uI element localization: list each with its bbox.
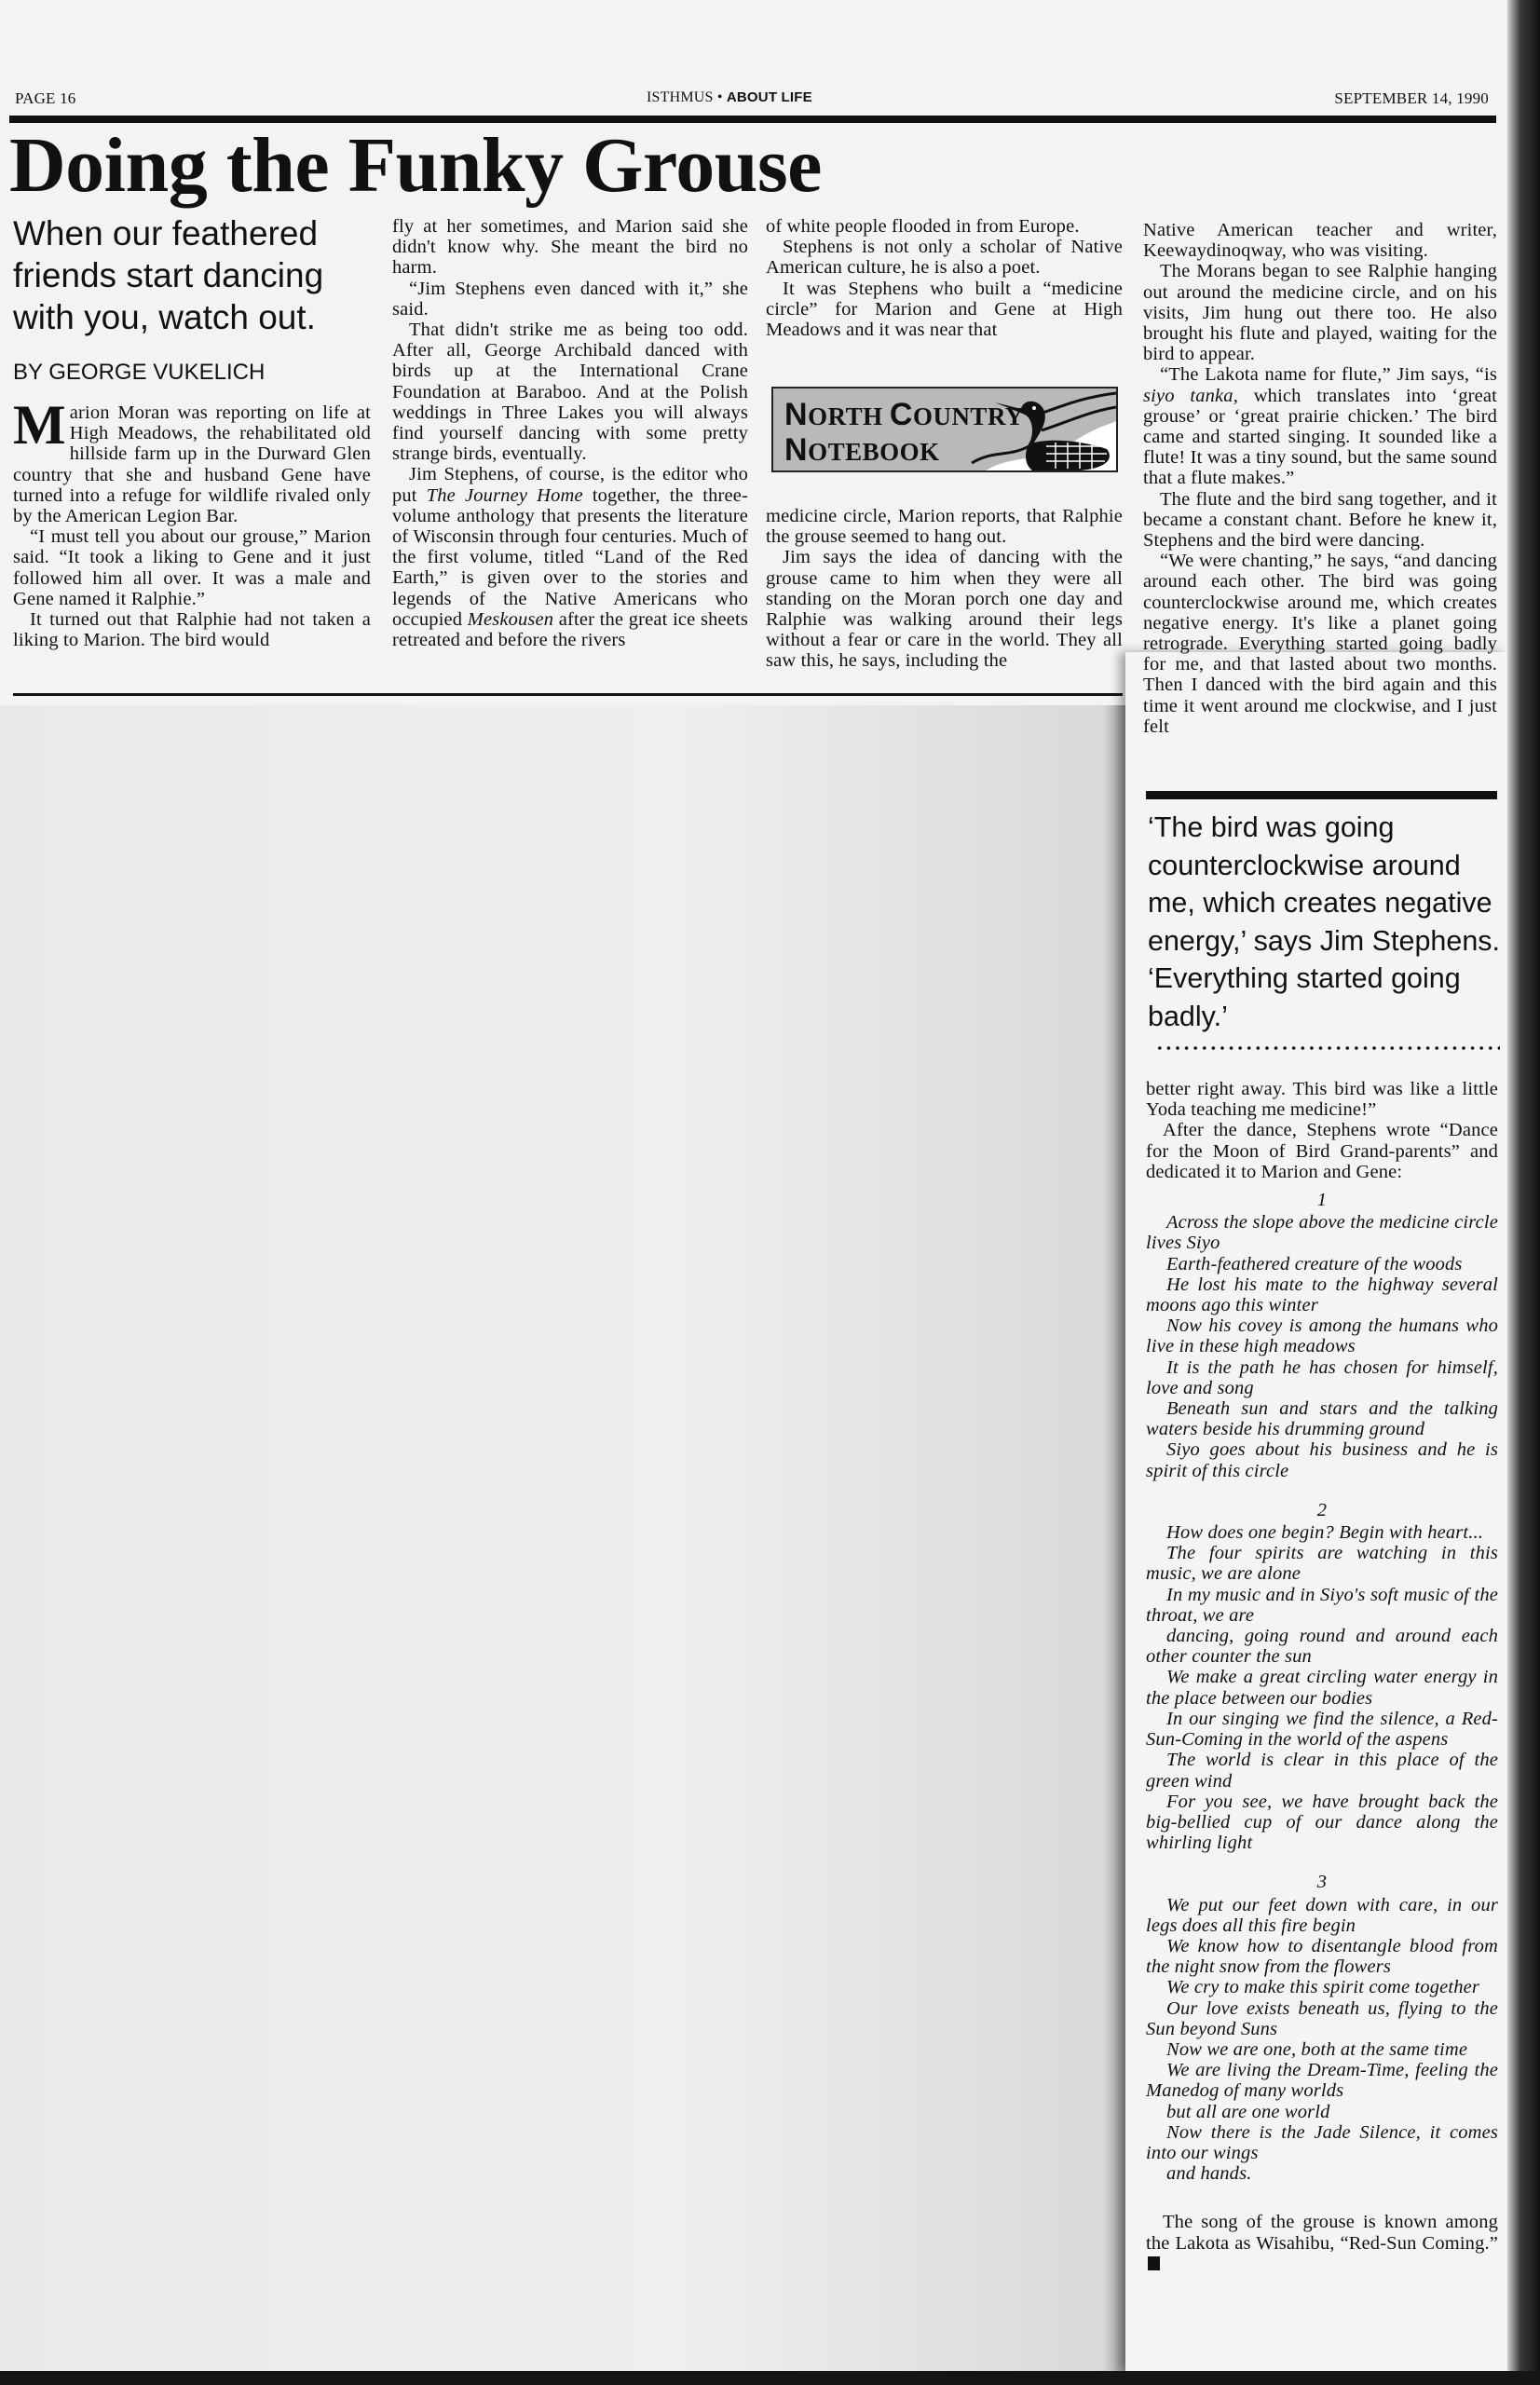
poem-line: We make a great circling water energy in the place between our bodies — [1146, 1667, 1498, 1709]
poem-line: and hands. — [1166, 2163, 1252, 2185]
poem-line: He lost his mate to the highway several moons ago this winter — [1146, 1274, 1498, 1316]
poem — [1146, 1190, 1498, 2184]
north-country-notebook-logo — [771, 387, 1118, 472]
paragraph — [766, 216, 1123, 237]
paragraph — [1143, 261, 1497, 364]
poem-line: Now we are one, both at the same time — [1166, 2038, 1468, 2060]
paragraph — [392, 464, 748, 650]
poem-line: Beneath sun and stars and the talking waters beside his drumming ground — [1146, 1398, 1498, 1440]
article-column-4-bottom — [1146, 1079, 1498, 2274]
paragraph-text: “Jim Stephens even danced with it,” she said. — [392, 278, 748, 320]
logo-word: ORTH — [808, 402, 890, 430]
paragraph — [1143, 220, 1497, 261]
page-number: PAGE 16 — [15, 89, 76, 107]
pull-quote-rule — [1146, 791, 1497, 799]
dotted-divider — [1155, 1045, 1500, 1051]
article-column-2 — [392, 216, 748, 650]
closing-paragraph — [1146, 2212, 1498, 2274]
poem-line: The four spirits are watching in this music, we are alone — [1146, 1543, 1498, 1585]
article-column-1 — [13, 394, 371, 651]
headline: Doing the Funky Grouse — [9, 122, 822, 209]
article-column-3-bottom — [766, 506, 1123, 672]
paragraph-text: Jim says the idea of dancing with the grouse came to him when they were all standing on the Moran porch one day and Ralphie was walking around their legs without a fear or care in the world. They all saw this, he says, including the — [766, 547, 1123, 672]
paragraph-text: That didn't strike me as being too odd. After all, George Archibald danced with birds up at the International Crane Foundation at Baraboo. And at the Polish weddings in Three Lakes you will always find yourself dancing with some pretty strange birds, eventually. — [392, 320, 748, 465]
poem-section-number: 1 — [1316, 1190, 1328, 1211]
paragraph — [1143, 551, 1497, 737]
poem-line: In my music and in Siyo's soft music of the throat, we are — [1146, 1584, 1498, 1626]
scanner-background — [0, 705, 1125, 2371]
paragraph-text: of white people flooded in from Europe. — [766, 216, 1080, 237]
paragraph-text: better right away. This bird was like a little Yoda teaching me medicine!” — [1146, 1079, 1498, 1121]
paragraph — [13, 526, 371, 609]
paragraph-text: It turned out that Ralphie had not taken a liking to Marion. The bird would — [13, 609, 371, 651]
paragraph-text: “The Lakota name for flute,” Jim says, “is — [1160, 364, 1497, 386]
paragraph — [766, 547, 1123, 671]
paragraph — [13, 394, 371, 527]
poem-line: Earth-feathered creature of the woods — [1166, 1253, 1463, 1274]
logo-initial: N — [784, 432, 809, 468]
issue-date: SEPTEMBER 14, 1990 — [1334, 89, 1489, 107]
poem-line: Our love exists beneath us, flying to the Sun beyond Suns — [1146, 1997, 1498, 2039]
paragraph-text: The flute and the bird sang together, and it became a constant chant. Before he knew it, Stephens and the bird were dancing. — [1143, 488, 1497, 552]
paragraph — [1146, 1079, 1498, 1120]
paragraph-text: together, the three-volume anthology that presents the literature of Wisconsin through four centuries. Much of the first volume, titled “Land of the Red Earth,” is given over to the stories and legends of the Native Americans who occupied — [392, 484, 748, 630]
paragraph-text: arion Moran was reporting on life at High Meadows, the rehabilitated old hillside farm up in the Durward Glen country that she and husband Gene have turned into a refuge for wildlife rivaled only by the American Legion Bar. — [13, 402, 371, 527]
separator-bullet: • — [716, 89, 723, 105]
poem-line: We are living the Dream-Time, feeling the Manedog of many worlds — [1146, 2060, 1498, 2102]
poem-section-number: 2 — [1316, 1499, 1328, 1520]
poem-line: It is the path he has chosen for himself, love and song — [1146, 1356, 1498, 1398]
poem-section-number: 3 — [1316, 1872, 1328, 1893]
poem-line: We know how to disentangle blood from the night snow from the flowers — [1146, 1935, 1498, 1978]
paragraph — [1143, 489, 1497, 552]
publication-section — [647, 89, 812, 106]
paragraph-text: , which translates into ‘great grouse’ or ‘great prairie chicken.’ The bird came and started singing. It sounded like a flute! It was a tiny sound, but the same sound that a flute makes.” — [1143, 385, 1497, 489]
logo-initial: C — [889, 397, 913, 432]
paragraph-text: “We were chanting,” he says, “and dancing around each other. The bird was going counterclockwise around me, which creates negative energy. It's like a planet going retrograde. Everything started going badly for me, and that lasted about two months. Then I danced with the bird again and this time it went around me clockwise, and I just felt — [1143, 551, 1497, 737]
italic-text: The Journey Home — [426, 484, 583, 506]
drop-cap: M — [13, 394, 66, 456]
paragraph-text: Jim Stephens, of course, is the editor who put — [392, 464, 748, 506]
poem-line: dancing, going round and around each other counter the sun — [1146, 1626, 1498, 1668]
paragraph-text: medicine circle, Marion reports, that Ralphie the grouse seemed to hang out. — [766, 506, 1123, 548]
paragraph — [392, 320, 748, 464]
deck: When our feathered friends start dancing with you, watch out. — [13, 214, 324, 336]
paragraph-text: “I must tell you about our grouse,” Marion said. “It took a liking to Gene and it just followed him all over. It was a male and Gene named it Ralphie.” — [13, 526, 371, 609]
byline: BY GEORGE VUKELICH — [13, 360, 266, 385]
italic-text: siyo tanka — [1143, 385, 1233, 406]
section-rule — [13, 693, 1123, 696]
logo-word: OTEBOOK — [808, 438, 940, 466]
paragraph — [766, 279, 1123, 341]
poem-line: We cry to make this spirit come together — [1166, 1977, 1480, 1998]
italic-text: Meskousen — [467, 608, 554, 630]
publication-name: ISTHMUS — [647, 89, 714, 105]
paragraph-text: It was Stephens who built a “medicine circle” for Marion and Gene at High Meadows and it was near that — [766, 278, 1123, 341]
article-column-3-top — [766, 216, 1123, 340]
closing-text: The song of the grouse is known among the Lakota as Wisahibu, “Red-Sun Coming.” — [1146, 2212, 1498, 2254]
paragraph-text: Native American teacher and writer, Keewaydinoqway, who was visiting. — [1143, 220, 1497, 262]
poem-line: Across the slope above the medicine circle lives Siyo — [1146, 1212, 1498, 1254]
paragraph — [766, 506, 1123, 547]
paragraph-text: Stephens is not only a scholar of Native American culture, he is also a poet. — [766, 237, 1123, 279]
poem-line: Siyo goes about his business and he is spirit of this circle — [1146, 1439, 1498, 1481]
paragraph — [13, 609, 371, 650]
paragraph — [1146, 1120, 1498, 1182]
poem-line: For you see, we have brought back the big-bellied cup of our dance along the whirling light — [1146, 1791, 1498, 1854]
poem-line: but all are one world — [1166, 2101, 1330, 2122]
poem-line: We put our feet down with care, in our legs does all this fire begin — [1146, 1894, 1498, 1936]
logo-initial: N — [784, 397, 809, 432]
paragraph — [766, 237, 1123, 278]
loon-icon — [967, 388, 1116, 470]
paragraph-text: after the great ice sheets retreated and before the rivers — [392, 608, 748, 651]
poem-line: In our singing we find the silence, a Red-Sun-Coming in the world of the aspens — [1146, 1708, 1498, 1751]
poem-line: Now there is the Jade Silence, it comes into our wings — [1146, 2121, 1498, 2163]
paragraph-text: The Morans began to see Ralphie hanging out around the medicine circle, and on his visits, Jim hung out there too. He also brought his flute and played, waiting for the bird to appear. — [1143, 261, 1497, 365]
paragraph — [392, 279, 748, 320]
scanner-edge-right — [1507, 0, 1540, 2385]
section-name: ABOUT LIFE — [726, 89, 812, 105]
poem-line: Now his covey is among the humans who live in these high meadows — [1146, 1315, 1498, 1357]
pull-quote: ‘The bird was going counterclockwise around me, which creates negative energy,’ says Jim Stephens. ‘Everything started going badly.’ — [1148, 811, 1501, 1032]
poem-line: The world is clear in this place of the green wind — [1146, 1750, 1498, 1792]
paragraph-text: fly at her sometimes, and Marion said she didn't know why. She meant the bird no harm. — [392, 216, 748, 279]
scanner-edge-bottom — [0, 2371, 1540, 2385]
paragraph-text: After the dance, Stephens wrote “Dance for the Moon of Bird Grand-parents” and dedicated it to Marion and Gene: — [1146, 1120, 1498, 1182]
logo-word: OUNTRY — [912, 402, 1024, 430]
paragraph — [1143, 364, 1497, 488]
end-mark-icon — [1148, 2256, 1160, 2270]
article-column-4-top — [1143, 220, 1497, 737]
paragraph — [392, 216, 748, 279]
poem-line: How does one begin? Begin with heart... — [1166, 1522, 1484, 1544]
